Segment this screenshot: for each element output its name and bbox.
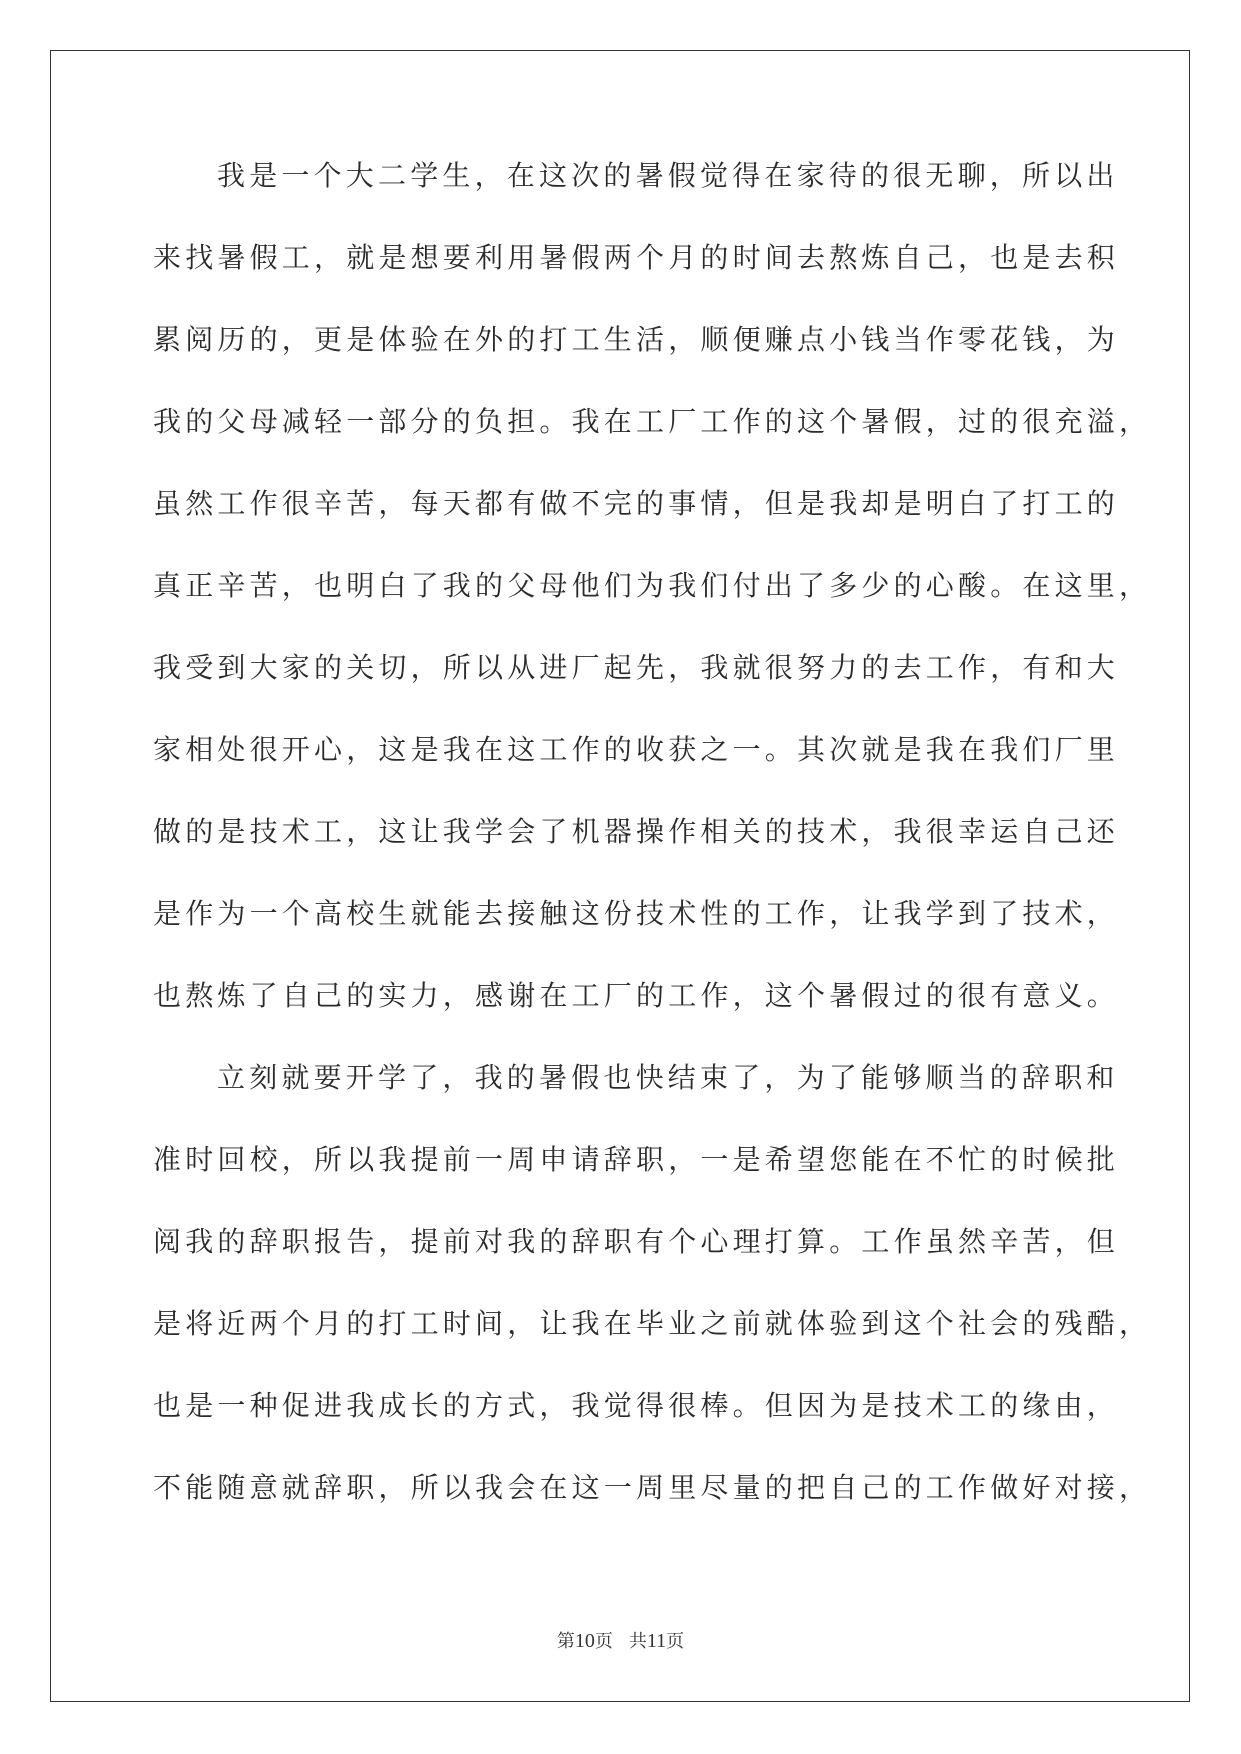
paragraph-1-line: 也熬炼了自己的实力，感谢在工厂的工作，这个暑假过的很有意义。 xyxy=(153,979,1120,1012)
page-footer xyxy=(0,1627,1241,1653)
page-label-word: 页 xyxy=(594,1631,613,1652)
paragraph-1-line: 累阅历的，更是体验在外的打工生活，顺便赚点小钱当作零花钱，为 xyxy=(153,323,1120,356)
paragraph-1-line: 我的父母减轻一部分的负担。我在工厂工作的这个暑假，过的很充溢， xyxy=(153,405,1152,438)
paragraph-2-line: 是将近两个月的打工时间，让我在毕业之前就体验到这个社会的残酷， xyxy=(153,1307,1152,1340)
paragraph-1-line: 我受到大家的关切，所以从进厂起先，我就很努力的去工作，有和大 xyxy=(153,651,1120,684)
paragraph-1-line: 做的是技术工，这让我学会了机器操作相关的技术，我很幸运自己还 xyxy=(153,815,1120,848)
paragraph-2-line: 立刻就要开学了，我的暑假也快结束了，为了能够顺当的辞职和 xyxy=(217,1061,1119,1094)
paragraph-1-line: 虽然工作很辛苦，每天都有做不完的事情，但是我却是明白了打工的 xyxy=(153,487,1120,520)
document-body xyxy=(153,158,1152,1552)
current-page-number: 10 xyxy=(574,1630,595,1652)
paragraph-1-line: 是作为一个高校生就能去接触这份技术性的工作，让我学到了技术， xyxy=(153,897,1120,930)
paragraph-2-line: 也是一种促进我成长的方式，我觉得很棒。但因为是技术工的缘由， xyxy=(153,1389,1120,1422)
paragraph-1-line: 真正辛苦，也明白了我的父母他们为我们付出了多少的心酸。在这里， xyxy=(153,569,1152,602)
total-label-suffix: 页 xyxy=(666,1631,685,1652)
paragraph-1-line: 我是一个大二学生，在这次的暑假觉得在家待的很无聊，所以出 xyxy=(217,159,1119,192)
paragraph-2-line: 不能随意就辞职，所以我会在这一周里尽量的把自己的工作做好对接， xyxy=(153,1471,1152,1504)
paragraph-2-line: 准时回校，所以我提前一周申请辞职，一是希望您能在不忙的时候批 xyxy=(153,1143,1120,1176)
total-page-number: 11 xyxy=(646,1630,667,1652)
paragraph-1-line: 来找暑假工，就是想要利用暑假两个月的时间去熬炼自己，也是去积 xyxy=(153,241,1120,274)
paragraph-1-line: 家相处很开心，这是我在这工作的收获之一。其次就是我在我们厂里 xyxy=(153,733,1120,766)
paragraph-2-line: 阅我的辞职报告，提前对我的辞职有个心理打算。工作虽然辛苦，但 xyxy=(153,1225,1120,1258)
total-label-prefix: 共 xyxy=(628,1631,647,1652)
page-label-prefix: 第 xyxy=(556,1631,575,1652)
